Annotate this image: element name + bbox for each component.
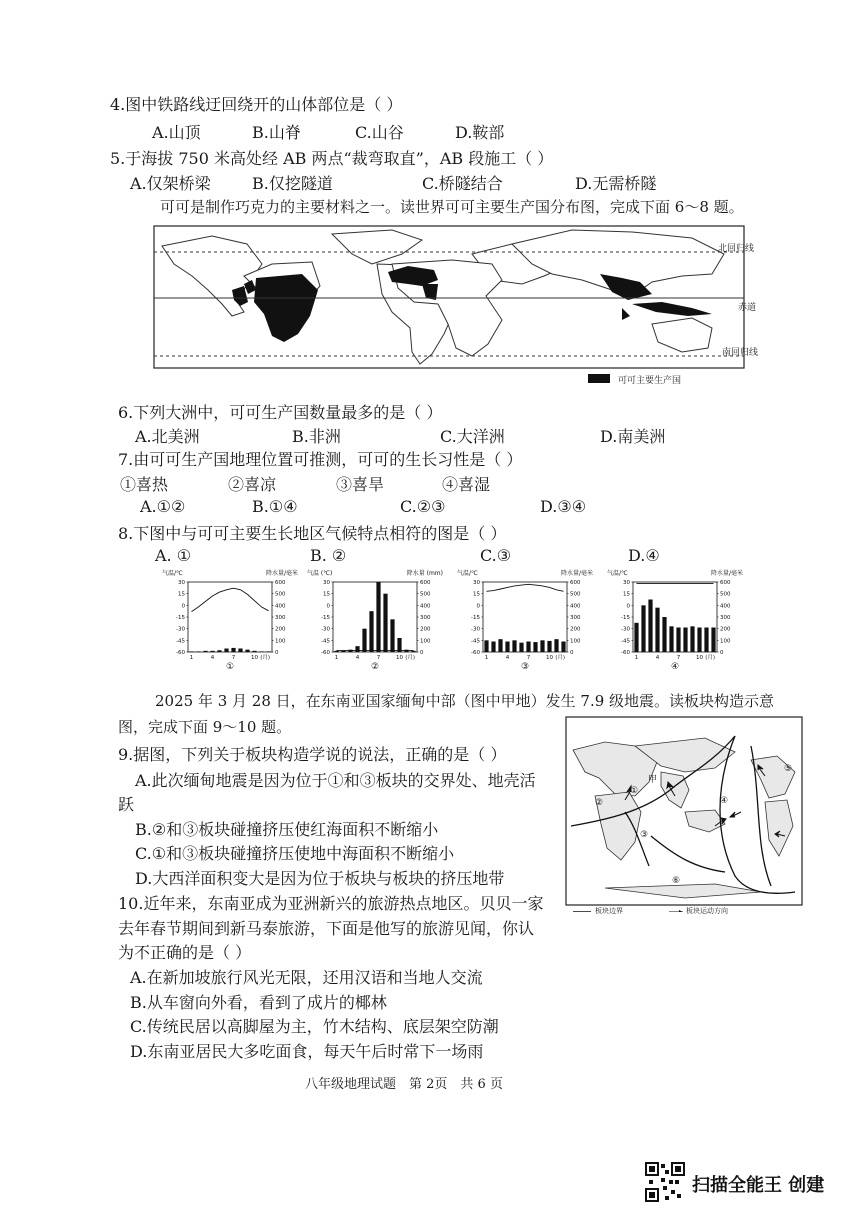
chart-left-tick: -30 (471, 626, 480, 633)
temperature-line (487, 584, 564, 591)
chart-x-tick: 7 (376, 655, 381, 661)
precipitation-bar (210, 651, 214, 652)
precipitation-bar (519, 643, 523, 652)
q10-stem-line3: 为不正确的是（ ） (118, 943, 252, 962)
precipitation-bar (512, 640, 516, 652)
chart-right-tick: 100 (420, 638, 431, 645)
precipitation-bar (397, 638, 401, 652)
chart-right-tick: 600 (570, 580, 581, 586)
chart-left-tick: -15 (471, 615, 480, 621)
cocoa-legend-label: 可可主要生产国 (618, 376, 682, 386)
q4-stem: 4.图中铁路线迂回绕开的山体部位是（ ） (110, 95, 403, 114)
chart-x-tick: 7 (231, 655, 236, 661)
chart-left-tick: -45 (471, 638, 480, 645)
precipitation-bar (505, 642, 509, 653)
chart-right-tick: 0 (275, 650, 279, 656)
chart-right-axis-label: 降水量/毫米 (560, 570, 593, 577)
chart-right-tick: 100 (275, 638, 286, 645)
climate-chart-4 (605, 566, 745, 672)
chart-x-tick: 7 (676, 655, 681, 661)
chart-right-axis-label: 降水量 (mm) (406, 570, 443, 577)
q7-option-a: A.①② (140, 497, 186, 516)
q7-stem: 7.由可可生产国地理位置可推测，可可的生长习性是（ ） (118, 450, 523, 469)
q5-option-d: D.无需桥隧 (575, 174, 657, 193)
chart-number: ① (225, 662, 235, 672)
q4-option-b: B.山脊 (252, 123, 301, 142)
chart-x-tick: 10 (251, 655, 258, 661)
q7-habit-2: ②喜凉 (228, 475, 277, 494)
chart-left-tick: -45 (621, 638, 630, 645)
chart-right-tick: 200 (420, 626, 431, 633)
q9-option-c: C.①和③板块碰撞挤压使地中海面积不断缩小 (135, 844, 455, 863)
chart-left-tick: 30 (323, 580, 330, 586)
chart-right-tick: 300 (275, 615, 286, 621)
plate-num-3: ③ (640, 830, 649, 840)
precipitation-bar (390, 619, 394, 652)
chart-month-unit: (月) (260, 655, 270, 661)
q8-option-a: A. ① (155, 546, 192, 565)
chart-x-tick: 10 (396, 655, 403, 661)
chart-right-tick: 200 (275, 626, 286, 633)
chart-left-tick: -60 (176, 650, 185, 656)
precipitation-bar (411, 651, 415, 652)
precipitation-bar (634, 623, 638, 652)
chart-left-tick: -30 (321, 626, 330, 633)
q6-option-c: C.大洋洲 (440, 427, 505, 446)
chart-left-axis-label: 气温/℃ (457, 570, 478, 577)
plate-legend-boundary: 板块边界 (595, 907, 623, 915)
q6-stem: 6.下列大洲中，可可生产国数量最多的是（ ） (118, 403, 443, 422)
chart-right-tick: 500 (570, 591, 581, 598)
precipitation-bar (376, 582, 380, 652)
q6-option-d: D.南美洲 (600, 427, 666, 446)
climate-chart-1 (160, 566, 300, 672)
chart-left-tick: -30 (621, 626, 630, 633)
chart-left-axis-label: 气温 (℃) (307, 570, 333, 577)
precipitation-bar (231, 648, 235, 652)
chart-left-tick: 15 (178, 591, 185, 598)
q7-habit-4: ④喜湿 (442, 475, 491, 494)
precipitation-bar (676, 628, 680, 653)
chart-x-tick: 1 (334, 655, 339, 661)
chart-right-tick: 400 (570, 603, 581, 610)
q10-option-c: C.传统民居以高脚屋为主，竹木结构、底层架空防潮 (130, 1017, 499, 1036)
chart-left-tick: 30 (473, 580, 480, 586)
quake-intro-line2: 图，完成下面 9～10 题。 (118, 718, 292, 736)
climate-chart-2 (305, 566, 445, 672)
chart-left-axis-label: 气温/℃ (162, 570, 183, 577)
q7-option-b: B.①④ (252, 497, 298, 516)
chart-left-tick: -60 (321, 650, 330, 656)
precipitation-bar (196, 651, 200, 652)
temperature-line (192, 588, 269, 611)
chart-left-tick: 30 (623, 580, 630, 586)
chart-left-tick: -60 (621, 650, 630, 656)
q5-stem: 5.于海拔 750 米高处经 AB 两点“裁弯取直”，AB 段施工（ ） (110, 149, 554, 168)
q9-option-d: D.大西洋面积变大是因为位于板块与板块的挤压地带 (135, 869, 505, 888)
precipitation-bar (669, 626, 673, 652)
q9-option-a-line2: 跃 (118, 795, 135, 814)
precipitation-bar (547, 641, 551, 652)
precipitation-bar (662, 617, 666, 652)
chart-month-unit: (月) (555, 655, 565, 661)
chart-frame (333, 582, 417, 652)
chart-x-tick: 1 (634, 655, 639, 661)
q9-stem: 9.据图，下列关于板块构造学说的说法，正确的是（ ） (118, 745, 507, 764)
q7-habit-1: ①喜热 (120, 475, 169, 494)
q8-option-d: D.④ (628, 546, 660, 565)
chart-left-tick: -60 (471, 650, 480, 656)
qr-code-icon (645, 1162, 685, 1202)
precipitation-bar (189, 651, 193, 652)
q9-option-b: B.②和③板块碰撞挤压使红海面积不断缩小 (135, 820, 439, 839)
precipitation-bar (252, 651, 256, 652)
chart-left-tick: 0 (476, 603, 480, 610)
chart-frame (188, 582, 272, 652)
chart-right-tick: 600 (420, 580, 431, 586)
chart-right-tick: 100 (570, 638, 581, 645)
chart-right-tick: 0 (720, 650, 724, 656)
q4-option-c: C.山谷 (355, 123, 404, 142)
precipitation-bar (711, 628, 715, 653)
chart-left-tick: 30 (178, 580, 185, 586)
chart-right-tick: 200 (570, 626, 581, 633)
precipitation-bar (341, 651, 345, 652)
q7-option-c: C.②③ (400, 497, 446, 516)
chart-right-tick: 300 (720, 615, 731, 621)
chart-right-tick: 400 (275, 603, 286, 610)
brand-label: 扫描全能王 创建 (692, 1175, 825, 1196)
chart-x-tick: 7 (526, 655, 531, 661)
precipitation-bar (655, 608, 659, 652)
quake-intro-line1: 2025 年 3 月 28 日，在东南亚国家缅甸中部（图中甲地）发生 7.9 级地震。读板块构造示意 (155, 692, 775, 710)
chart-right-tick: 400 (420, 603, 431, 610)
cocoa-world-map (152, 224, 762, 394)
precipitation-bar (554, 639, 558, 652)
q5-option-b: B.仅挖隧道 (252, 174, 333, 193)
precipitation-bar (224, 649, 228, 653)
precipitation-bar (533, 642, 537, 652)
chart-x-tick: 10 (696, 655, 703, 661)
chart-x-tick: 4 (505, 655, 510, 661)
chart-left-tick: 0 (181, 603, 185, 610)
tropic-north-label: 北回归线 (718, 244, 755, 254)
plate-label-jia: 甲 (648, 775, 658, 785)
precipitation-bar (334, 651, 338, 652)
chart-number: ④ (670, 662, 680, 672)
chart-x-tick: 4 (210, 655, 215, 661)
chart-left-axis-label: 气温/℃ (607, 570, 628, 577)
chart-right-tick: 100 (720, 638, 731, 645)
precipitation-bar (683, 628, 687, 653)
chart-x-tick: 4 (655, 655, 660, 661)
chart-left-tick: 15 (623, 591, 630, 598)
chart-right-tick: 200 (720, 626, 731, 633)
page-footer: 八年级地理试题 第 2页 共 6 页 (305, 1077, 503, 1092)
q10-stem-line1: 10.近年来，东南亚成为亚洲新兴的旅游热点地区。贝贝一家 (118, 894, 544, 913)
q9-option-a-line1: A.此次缅甸地震是因为位于①和③板块的交界处、地壳活 (135, 771, 536, 790)
precipitation-bar (383, 594, 387, 652)
q4-option-a: A.山顶 (152, 123, 201, 142)
chart-left-tick: 0 (626, 603, 630, 610)
chart-right-tick: 300 (570, 615, 581, 621)
q6-option-b: B.非洲 (292, 427, 341, 446)
precipitation-bar (561, 642, 565, 653)
q4-option-d: D.鞍部 (455, 123, 505, 142)
chart-left-tick: -30 (176, 626, 185, 633)
precipitation-bar (238, 649, 242, 653)
chart-right-axis-label: 降水量/毫米 (710, 570, 743, 577)
chart-left-tick: 0 (326, 603, 330, 610)
precipitation-bar (266, 651, 270, 652)
chart-right-tick: 400 (720, 603, 731, 610)
q10-option-b: B.从车窗向外看，看到了成片的椰林 (130, 993, 387, 1012)
chart-left-tick: -45 (321, 638, 330, 645)
precipitation-bar (498, 639, 502, 652)
precipitation-bar (355, 646, 359, 652)
plate-num-2: ② (595, 798, 604, 808)
precipitation-bar (540, 640, 544, 652)
chart-right-tick: 0 (570, 650, 574, 656)
chart-x-tick: 4 (355, 655, 360, 661)
precipitation-bar (648, 600, 652, 653)
equator-label: 赤道 (738, 303, 757, 313)
chart-left-tick: -15 (621, 615, 630, 621)
q10-option-a: A.在新加坡旅行风光无限，还用汉语和当地人交流 (130, 968, 483, 987)
chart-right-tick: 500 (275, 591, 286, 598)
precipitation-bar (697, 628, 701, 653)
precipitation-bar (690, 626, 694, 652)
chart-right-tick: 300 (420, 615, 431, 621)
chart-right-tick: 600 (720, 580, 731, 586)
cocoa-intro: 可可是制作巧克力的主要材料之一。读世界可可主要生产国分布图，完成下面 6～8 题。 (160, 198, 744, 216)
q10-stem-line2: 去年春节期间到新马泰旅游，下面是他写的旅游见闻，你认 (118, 919, 535, 938)
q8-option-c: C.③ (480, 546, 512, 565)
chart-left-tick: -45 (176, 638, 185, 645)
chart-x-tick: 1 (189, 655, 194, 661)
precipitation-bar (245, 650, 249, 652)
chart-left-tick: -15 (321, 615, 330, 621)
precipitation-bar (203, 651, 207, 652)
precipitation-bar (641, 605, 645, 652)
precipitation-bar (217, 650, 221, 652)
plate-legend-motion: 板块运动方向 (686, 907, 728, 915)
chart-month-unit: (月) (405, 655, 415, 661)
precipitation-bar (369, 611, 373, 652)
chart-left-tick: -15 (176, 615, 185, 621)
chart-number: ② (370, 662, 380, 672)
climate-chart-3 (455, 566, 595, 672)
plate-num-4: ④ (720, 796, 729, 806)
plate-num-5: ⑤ (784, 764, 793, 774)
precipitation-bar (484, 640, 488, 652)
plate-tectonics-map (565, 716, 805, 912)
chart-right-tick: 500 (420, 591, 431, 598)
chart-x-tick: 10 (546, 655, 553, 661)
q8-stem: 8.下图中与可可主要生长地区气候特点相符的图是（ ） (118, 524, 507, 543)
q5-option-a: A.仅架桥梁 (130, 174, 211, 193)
chart-left-tick: 15 (323, 591, 330, 598)
precipitation-bar (491, 642, 495, 653)
chart-right-axis-label: 降水量/毫米 (265, 570, 298, 577)
chart-left-tick: 15 (473, 591, 480, 598)
chart-number: ③ (520, 662, 530, 672)
q5-option-c: C.桥隧结合 (422, 174, 503, 193)
precipitation-bar (526, 642, 530, 653)
precipitation-bar (362, 629, 366, 652)
q8-option-b: B. ② (310, 546, 347, 565)
plate-num-6: ⑥ (672, 876, 681, 886)
chart-month-unit: (月) (705, 655, 715, 661)
chart-x-tick: 1 (484, 655, 489, 661)
chart-right-tick: 500 (720, 591, 731, 598)
q7-habit-3: ③喜旱 (336, 475, 385, 494)
plate-num-1: ① (630, 786, 639, 796)
q10-option-d: D.东南亚居民大多吃面食，每天午后时常下一场雨 (130, 1042, 484, 1061)
chart-right-tick: 0 (420, 650, 424, 656)
precipitation-bar (704, 628, 708, 653)
q7-option-d: D.③④ (540, 497, 587, 516)
tropic-south-label: 南回归线 (722, 348, 759, 358)
q6-option-a: A.北美洲 (135, 427, 200, 446)
chart-right-tick: 600 (275, 580, 286, 586)
precipitation-bar (259, 651, 263, 652)
